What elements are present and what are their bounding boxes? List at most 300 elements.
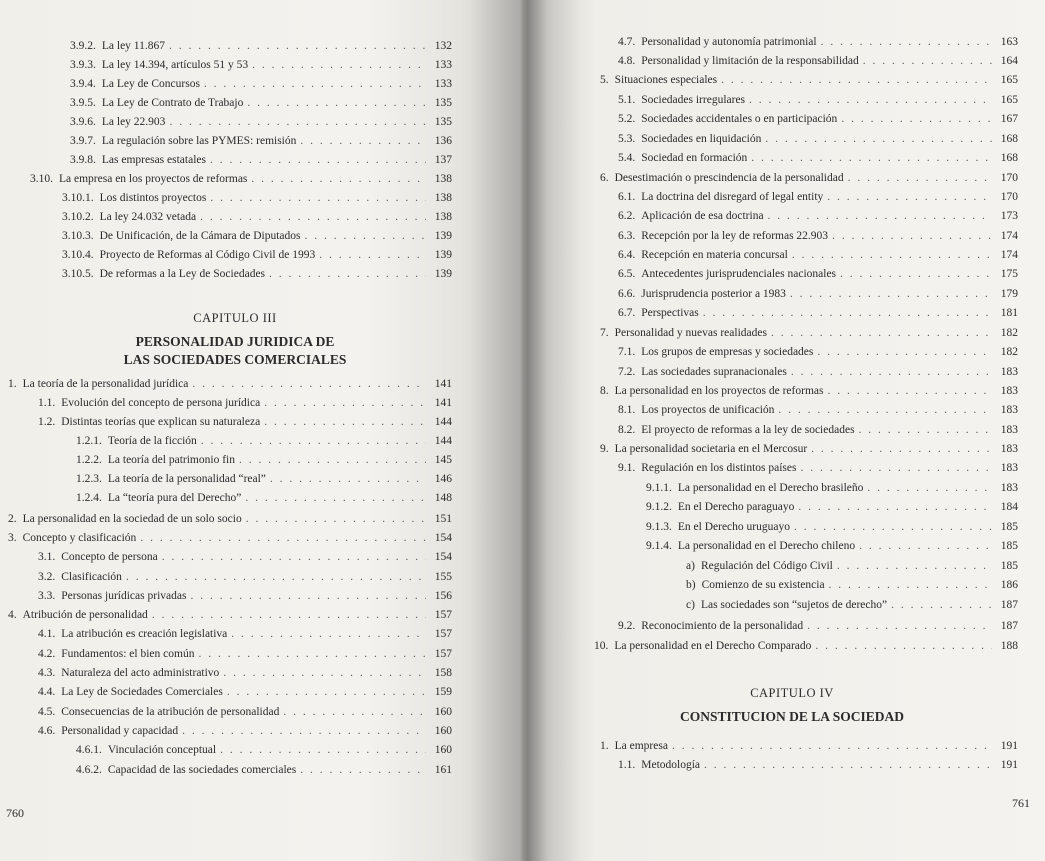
toc-entry: [618, 191, 1018, 210]
toc-entry: [618, 288, 1018, 307]
toc-number: 6.1.: [618, 191, 636, 203]
toc-entry: [70, 78, 452, 97]
toc-entry: [8, 609, 452, 628]
toc-page: 164: [1000, 55, 1018, 67]
toc-leader: [703, 307, 992, 319]
toc-number: 3.10.5.: [62, 268, 94, 280]
toc-leader: [239, 454, 426, 466]
toc-leader: [270, 473, 426, 485]
toc-page: 156: [434, 590, 452, 602]
toc-text: Perspectivas: [641, 307, 699, 319]
toc-number: 10.: [594, 640, 609, 652]
toc-entry: [618, 307, 1018, 326]
toc-page: 165: [1000, 94, 1018, 106]
toc-number: 3.9.3.: [70, 59, 96, 71]
toc-entry: [8, 378, 452, 397]
toc-page: 168: [1000, 152, 1018, 164]
toc-entry: [70, 154, 452, 173]
toc-page: 167: [1000, 113, 1018, 125]
toc-page: 160: [434, 744, 452, 756]
toc-leader: [794, 521, 992, 533]
toc-leader: [790, 288, 992, 300]
toc-number: 4.: [8, 609, 17, 621]
toc-entry: [646, 540, 1018, 559]
toc-leader: [204, 78, 426, 90]
toc-entry: [618, 462, 1018, 481]
toc-page: 158: [434, 667, 452, 679]
toc-entry: [686, 599, 1018, 618]
toc-leader: [201, 435, 426, 447]
toc-number: 9.1.3.: [646, 521, 672, 533]
toc-text: Atribución de personalidad: [22, 609, 148, 621]
toc-text: Fundamentos: el bien común: [61, 648, 195, 660]
toc-page: 139: [434, 249, 452, 261]
toc-number: 7.1.: [618, 346, 636, 358]
toc-number: 3.2.: [38, 571, 56, 583]
toc-page: 139: [434, 230, 452, 242]
toc-page: 184: [1000, 501, 1018, 513]
toc-number: 4.1.: [38, 628, 56, 640]
toc-number: 5.: [600, 74, 609, 86]
toc-number: 8.: [600, 385, 609, 397]
toc-text: La Ley de Sociedades Comerciales: [61, 686, 223, 698]
toc-text: Distintas teorías que explican su naturaleza: [61, 416, 261, 428]
toc-text: Las sociedades supranacionales: [641, 366, 787, 378]
toc-text: La personalidad en el Derecho Comparado: [614, 640, 812, 652]
toc-number: 4.3.: [38, 667, 56, 679]
toc-entry: [30, 173, 452, 192]
toc-number: 8.2.: [618, 424, 636, 436]
toc-leader: [792, 249, 992, 261]
toc-leader: [765, 133, 992, 145]
toc-entry: [686, 560, 1018, 579]
toc-page: 146: [434, 473, 452, 485]
toc-page: 182: [1000, 346, 1018, 358]
toc-leader: [791, 366, 992, 378]
toc-entry: [600, 385, 1018, 404]
chapter-label: CAPITULO III: [193, 311, 277, 325]
toc-leader: [283, 706, 426, 718]
toc-text: Capacidad de las sociedades comerciales: [107, 764, 297, 776]
toc-leader: [269, 268, 426, 280]
toc-leader: [319, 249, 426, 261]
toc-leader: [704, 759, 992, 771]
toc-entry: [62, 268, 452, 287]
toc-page: 145: [434, 454, 452, 466]
toc-leader: [264, 397, 426, 409]
toc-text: La ley 24.032 vetada: [99, 211, 197, 223]
toc-text: El proyecto de reformas a la ley de sociedades: [641, 424, 855, 436]
toc-number: 9.: [600, 443, 609, 455]
toc-page: 183: [1000, 366, 1018, 378]
toc-entry: [686, 579, 1018, 598]
toc-number: 3.10.: [30, 173, 53, 185]
toc-leader: [768, 210, 992, 222]
toc-leader: [152, 609, 426, 621]
toc-leader: [672, 740, 992, 752]
toc-number: 5.1.: [618, 94, 636, 106]
toc-text: Teoría de la ficción: [107, 435, 197, 447]
toc-leader: [192, 378, 426, 390]
toc-number: 4.2.: [38, 648, 56, 660]
toc-text: La Ley de Concursos: [101, 78, 200, 90]
toc-leader: [815, 640, 992, 652]
toc-leader: [800, 462, 992, 474]
toc-entry: [618, 366, 1018, 385]
toc-entry: [38, 590, 452, 609]
toc-leader: [778, 404, 992, 416]
toc-leader: [749, 94, 992, 106]
toc-leader: [827, 385, 992, 397]
toc-leader: [169, 116, 426, 128]
chapter-title-line-1: PERSONALIDAD JURIDICA DE: [135, 334, 335, 349]
toc-text: Regulación del Código Civil: [700, 560, 833, 572]
toc-text: La ley 11.867: [101, 40, 166, 52]
toc-entry: [38, 686, 452, 705]
toc-leader: [840, 268, 992, 280]
toc-entry: [76, 764, 452, 783]
toc-text: Naturaleza del acto administrativo: [61, 667, 220, 679]
toc-number: 3.10.1.: [62, 192, 94, 204]
toc-text: La “teoría pura del Derecho”: [107, 492, 242, 504]
toc-text: Consecuencias de la atribución de personalidad: [61, 706, 280, 718]
toc-number: 4.6.1.: [76, 744, 102, 756]
toc-text: Recepción en materia concursal: [641, 249, 788, 261]
toc-entry: [38, 706, 452, 725]
toc-entry: [76, 454, 452, 473]
toc-page: 179: [1000, 288, 1018, 300]
toc-entry: [618, 113, 1018, 132]
toc-text: Personalidad y limitación de la responsabilidad: [641, 55, 859, 67]
toc-entry: [600, 443, 1018, 462]
toc-text: Clasificación: [61, 571, 122, 583]
toc-page: 160: [434, 706, 452, 718]
toc-page: 187: [1000, 599, 1018, 611]
toc-text: La personalidad en el Derecho brasileño: [677, 482, 864, 494]
toc-leader: [169, 40, 426, 52]
toc-text: La empresa: [614, 740, 668, 752]
toc-leader: [251, 173, 426, 185]
toc-leader: [771, 327, 992, 339]
toc-page: 186: [1000, 579, 1018, 591]
toc-leader: [832, 230, 992, 242]
toc-leader: [859, 424, 992, 436]
toc-number: 1.1.: [618, 759, 636, 771]
toc-number: 1.2.1.: [76, 435, 102, 447]
toc-page: 138: [434, 211, 452, 223]
toc-leader: [300, 764, 426, 776]
toc-entry: [62, 192, 452, 211]
toc-number: c): [686, 599, 695, 611]
toc-text: Recepción por la ley de reformas 22.903: [641, 230, 829, 242]
toc-leader: [837, 560, 992, 572]
toc-page: 175: [1000, 268, 1018, 280]
toc-number: b): [686, 579, 696, 591]
toc-leader: [821, 36, 992, 48]
toc-text: Situaciones especiales: [614, 74, 718, 86]
toc-text: La atribución es creación legislativa: [61, 628, 228, 640]
toc-leader: [264, 416, 426, 428]
toc-page: 170: [1000, 191, 1018, 203]
toc-entry: [8, 532, 452, 551]
right-page: [522, 0, 1045, 861]
toc-number: 6.5.: [618, 268, 636, 280]
toc-text: La personalidad en el Derecho chileno: [677, 540, 856, 552]
toc-text: Personalidad y capacidad: [61, 725, 179, 737]
toc-page: 168: [1000, 133, 1018, 145]
toc-leader: [190, 590, 426, 602]
toc-text: De reformas a la Ley de Sociedades: [99, 268, 266, 280]
toc-page: 154: [434, 532, 452, 544]
toc-page: 185: [1000, 540, 1018, 552]
toc-number: 1.1.: [38, 397, 56, 409]
toc-text: Concepto y clasificación: [22, 532, 137, 544]
toc-entry: [70, 135, 452, 154]
toc-number: 5.4.: [618, 152, 636, 164]
toc-number: 3.9.5.: [70, 97, 96, 109]
toc-number: 4.6.: [38, 725, 56, 737]
toc-entry: [618, 152, 1018, 171]
toc-number: 3.: [8, 532, 17, 544]
chapter-title-line-2: LAS SOCIEDADES COMERCIALES: [123, 352, 347, 367]
toc-entry: [38, 725, 452, 744]
toc-number: 6.6.: [618, 288, 636, 300]
toc-text: Las empresas estatales: [101, 154, 206, 166]
toc-text: La teoría de la personalidad jurídica: [22, 378, 189, 390]
toc-leader: [220, 744, 426, 756]
toc-leader: [798, 501, 992, 513]
toc-number: 1.2.: [38, 416, 56, 428]
toc-page: 144: [434, 435, 452, 447]
toc-entry: [618, 133, 1018, 152]
toc-number: 3.3.: [38, 590, 56, 602]
toc-entry: [62, 211, 452, 230]
toc-entry: [618, 94, 1018, 113]
toc-leader: [811, 443, 992, 455]
toc-text: Jurisprudencia posterior a 1983: [641, 288, 786, 300]
chapter-label: CAPITULO IV: [750, 686, 834, 700]
toc-number: a): [686, 560, 695, 572]
toc-leader: [817, 346, 992, 358]
toc-entry: [618, 249, 1018, 268]
toc-page: 137: [434, 154, 452, 166]
toc-entry: [70, 59, 452, 78]
toc-entry: [618, 404, 1018, 423]
toc-page: 191: [1000, 759, 1018, 771]
toc-page: 163: [1000, 36, 1018, 48]
toc-number: 1.: [600, 740, 609, 752]
toc-number: 3.1.: [38, 551, 56, 563]
toc-text: Personalidad y autonomía patrimonial: [641, 36, 817, 48]
toc-page: 132: [434, 40, 452, 52]
toc-text: La teoría de la personalidad “real”: [107, 473, 266, 485]
toc-entry: [38, 397, 452, 416]
toc-text: Metodología: [641, 759, 701, 771]
toc-page: 155: [434, 571, 452, 583]
toc-page: 160: [434, 725, 452, 737]
toc-leader: [245, 492, 426, 504]
toc-page: 157: [434, 648, 452, 660]
toc-number: 3.10.3.: [62, 230, 94, 242]
toc-leader: [841, 113, 992, 125]
toc-page: 135: [434, 97, 452, 109]
toc-leader: [304, 230, 426, 242]
toc-number: 3.9.6.: [70, 116, 96, 128]
toc-page: 135: [434, 116, 452, 128]
toc-number: 9.1.1.: [646, 482, 672, 494]
toc-number: 4.7.: [618, 36, 636, 48]
toc-number: 4.8.: [618, 55, 636, 67]
toc-text: Sociedad en formación: [641, 152, 748, 164]
toc-page: 181: [1000, 307, 1018, 319]
toc-text: Antecedentes jurisprudenciales nacionales: [641, 268, 837, 280]
toc-entry: [70, 97, 452, 116]
toc-text: Concepto de persona: [61, 551, 158, 563]
toc-entry: [76, 435, 452, 454]
toc-text: La ley 14.394, artículos 51 y 53: [101, 59, 249, 71]
toc-number: 7.2.: [618, 366, 636, 378]
toc-entry: [38, 628, 452, 647]
toc-entry: [600, 740, 1018, 759]
toc-page: 174: [1000, 230, 1018, 242]
toc-page: 159: [434, 686, 452, 698]
toc-entry: [38, 416, 452, 435]
toc-page: 174: [1000, 249, 1018, 261]
toc-number: 5.2.: [618, 113, 636, 125]
toc-entry: [618, 759, 1018, 778]
toc-page: 144: [434, 416, 452, 428]
toc-entry: [38, 667, 452, 686]
toc-entry: [76, 473, 452, 492]
toc-page: 173: [1000, 210, 1018, 222]
toc-number: 2.: [8, 513, 17, 525]
toc-leader: [162, 551, 426, 563]
toc-number: 9.1.4.: [646, 540, 672, 552]
toc-entry: [600, 74, 1018, 93]
toc-number: 6.2.: [618, 210, 636, 222]
toc-entry: [618, 55, 1018, 74]
toc-leader: [863, 55, 992, 67]
toc-page: 183: [1000, 443, 1018, 455]
toc-text: La regulación sobre las PYMES: remisión: [101, 135, 297, 147]
toc-page: 183: [1000, 482, 1018, 494]
left-page: [0, 0, 522, 861]
toc-text: La empresa en los proyectos de reformas: [59, 173, 248, 185]
toc-text: La teoría del patrimonio fin: [107, 454, 235, 466]
toc-number: 5.3.: [618, 133, 636, 145]
toc-entry: [618, 230, 1018, 249]
toc-text: Evolución del concepto de persona jurídica: [61, 397, 261, 409]
toc-leader: [751, 152, 992, 164]
toc-number: 4.5.: [38, 706, 56, 718]
toc-leader: [210, 192, 426, 204]
toc-page: 157: [434, 628, 452, 640]
toc-number: 6.4.: [618, 249, 636, 261]
toc-leader: [848, 172, 992, 184]
toc-text: En el Derecho paraguayo: [677, 501, 795, 513]
toc-leader: [300, 135, 426, 147]
toc-page: 182: [1000, 327, 1018, 339]
toc-entry: [70, 116, 452, 135]
toc-entry: [646, 482, 1018, 501]
toc-entry: [8, 513, 452, 532]
toc-number: 9.2.: [618, 620, 636, 632]
toc-leader: [223, 667, 426, 679]
toc-page: 154: [434, 551, 452, 563]
toc-text: Los distintos proyectos: [99, 192, 207, 204]
toc-leader: [867, 482, 992, 494]
toc-entry: [618, 210, 1018, 229]
toc-page: 183: [1000, 385, 1018, 397]
toc-page: 170: [1000, 172, 1018, 184]
toc-entry: [38, 551, 452, 570]
toc-number: 1.2.4.: [76, 492, 102, 504]
toc-number: 6.: [600, 172, 609, 184]
toc-leader: [807, 620, 992, 632]
toc-text: Sociedades en liquidación: [641, 133, 762, 145]
toc-leader: [126, 571, 426, 583]
toc-leader: [227, 686, 426, 698]
toc-text: Vinculación conceptual: [107, 744, 217, 756]
toc-entry: [38, 648, 452, 667]
toc-text: La doctrina del disregard of legal entity: [641, 191, 824, 203]
toc-page: 133: [434, 59, 452, 71]
toc-entry: [70, 40, 452, 59]
toc-leader: [200, 211, 426, 223]
toc-text: En el Derecho uruguayo: [677, 521, 790, 533]
toc-entry: [76, 492, 452, 511]
toc-number: 1.2.3.: [76, 473, 102, 485]
toc-leader: [721, 74, 992, 86]
toc-text: Reconocimiento de la personalidad: [641, 620, 804, 632]
toc-page: 183: [1000, 424, 1018, 436]
toc-page: 138: [434, 192, 452, 204]
toc-page: 161: [434, 764, 452, 776]
toc-entry: [618, 36, 1018, 55]
toc-number: 6.3.: [618, 230, 636, 242]
toc-text: Aplicación de esa doctrina: [641, 210, 764, 222]
page-number: 761: [1012, 796, 1030, 810]
toc-text: Desestimación o prescindencia de la personalidad: [614, 172, 844, 184]
toc-page: 185: [1000, 560, 1018, 572]
toc-page: 138: [434, 173, 452, 185]
toc-leader: [140, 532, 426, 544]
toc-page: 188: [1000, 640, 1018, 652]
toc-leader: [246, 513, 426, 525]
toc-leader: [210, 154, 426, 166]
toc-page: 141: [434, 397, 452, 409]
toc-entry: [600, 327, 1018, 346]
toc-entry: [62, 249, 452, 268]
toc-leader: [891, 599, 992, 611]
toc-entry: [618, 620, 1018, 639]
toc-entry: [600, 172, 1018, 191]
toc-entry: [594, 640, 1018, 659]
toc-text: La personalidad en los proyectos de reformas: [614, 385, 824, 397]
toc-number: 3.10.4.: [62, 249, 94, 261]
toc-number: 3.9.4.: [70, 78, 96, 90]
toc-text: La personalidad societaria en el Mercosur: [614, 443, 808, 455]
toc-page: 141: [434, 378, 452, 390]
toc-page: 133: [434, 78, 452, 90]
toc-entry: [76, 744, 452, 763]
toc-number: 3.9.2.: [70, 40, 96, 52]
toc-leader: [231, 628, 426, 640]
toc-text: Regulación en los distintos países: [641, 462, 797, 474]
toc-number: 3.9.7.: [70, 135, 96, 147]
toc-entry: [618, 346, 1018, 365]
toc-page: 136: [434, 135, 452, 147]
